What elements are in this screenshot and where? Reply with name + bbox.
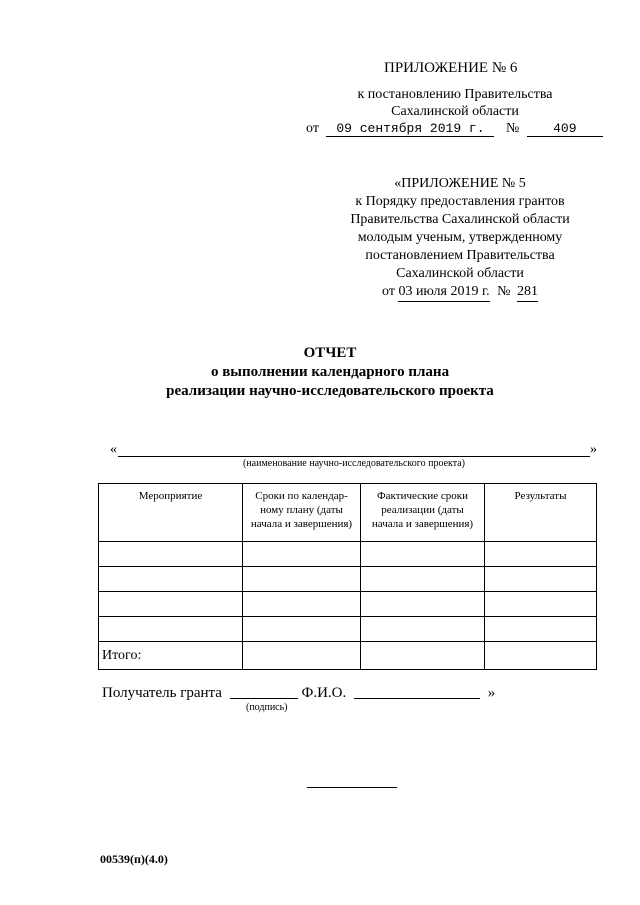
attachment-5-line: к Порядку предоставления грантов [355,194,565,209]
fio-line [354,684,480,699]
closing-rule [307,787,397,788]
signature-line [230,684,298,699]
signature-row [102,684,495,702]
attachment-5-number: 281 [517,283,538,302]
attachment-5-line: постановлением Правительства [365,248,555,263]
date-prefix: от [382,284,395,299]
table-row [99,567,597,592]
signature-caption: (подпись) [246,702,288,713]
header-activity: Мероприятие [99,484,243,542]
report-title: ОТЧЕТ [303,345,357,361]
number-prefix: № [497,284,511,299]
header-results: Результаты [485,484,597,542]
report-subtitle-2: реализации научно-исследовательского проекта [166,383,494,399]
table-row [99,617,597,642]
signature-close-quote: » [487,685,496,701]
attachment-6-line-1: к постановлению Правительства [357,87,553,102]
attachment-5-line: «ПРИЛОЖЕНИЕ № 5 [394,176,526,191]
document-code: 00539(п)(4.0) [100,852,168,866]
attachment-5-line: Сахалинской области [396,266,524,281]
project-open-quote: « [110,442,117,457]
project-close-quote: » [590,442,597,457]
report-heading [120,344,540,401]
date-prefix: от [306,121,319,136]
attachment-6-number: 409 [527,121,603,137]
report-subtitle-1: о выполнении календарного плана [210,364,450,380]
table-row [99,542,597,567]
number-prefix: № [505,121,520,136]
header-planned-dates: Сроки по календар- ному плану (даты начала и завершения) [243,484,361,542]
grant-recipient-label: Получатель гранта [102,685,222,701]
total-label: Итого: [99,642,243,670]
attachment-5-line: молодым ученым, утвержденному [357,230,563,245]
table-row [99,592,597,617]
attachment-5-line: Правительства Сахалинской области [350,212,570,227]
attachment-5-date: 03 июля 2019 г. [398,283,489,302]
attachment-5-block [300,175,620,302]
attachment-6-date: 09 сентября 2019 г. [326,121,494,137]
fio-label: Ф.И.О. [301,685,347,701]
project-name-line [118,456,590,457]
total-row [99,642,597,670]
report-table [98,483,597,670]
attachment-6-line-2: Сахалинской области [391,104,519,119]
attachment-5-date-row [300,283,620,302]
project-name-caption: (наименование научно-исследовательского проекта) [242,458,466,469]
attachment-6-title: ПРИЛОЖЕНИЕ № 6 [384,60,518,76]
header-actual-dates: Фактические сроки реализации (даты начала и завершения) [361,484,485,542]
attachment-6-date-row [306,121,603,137]
